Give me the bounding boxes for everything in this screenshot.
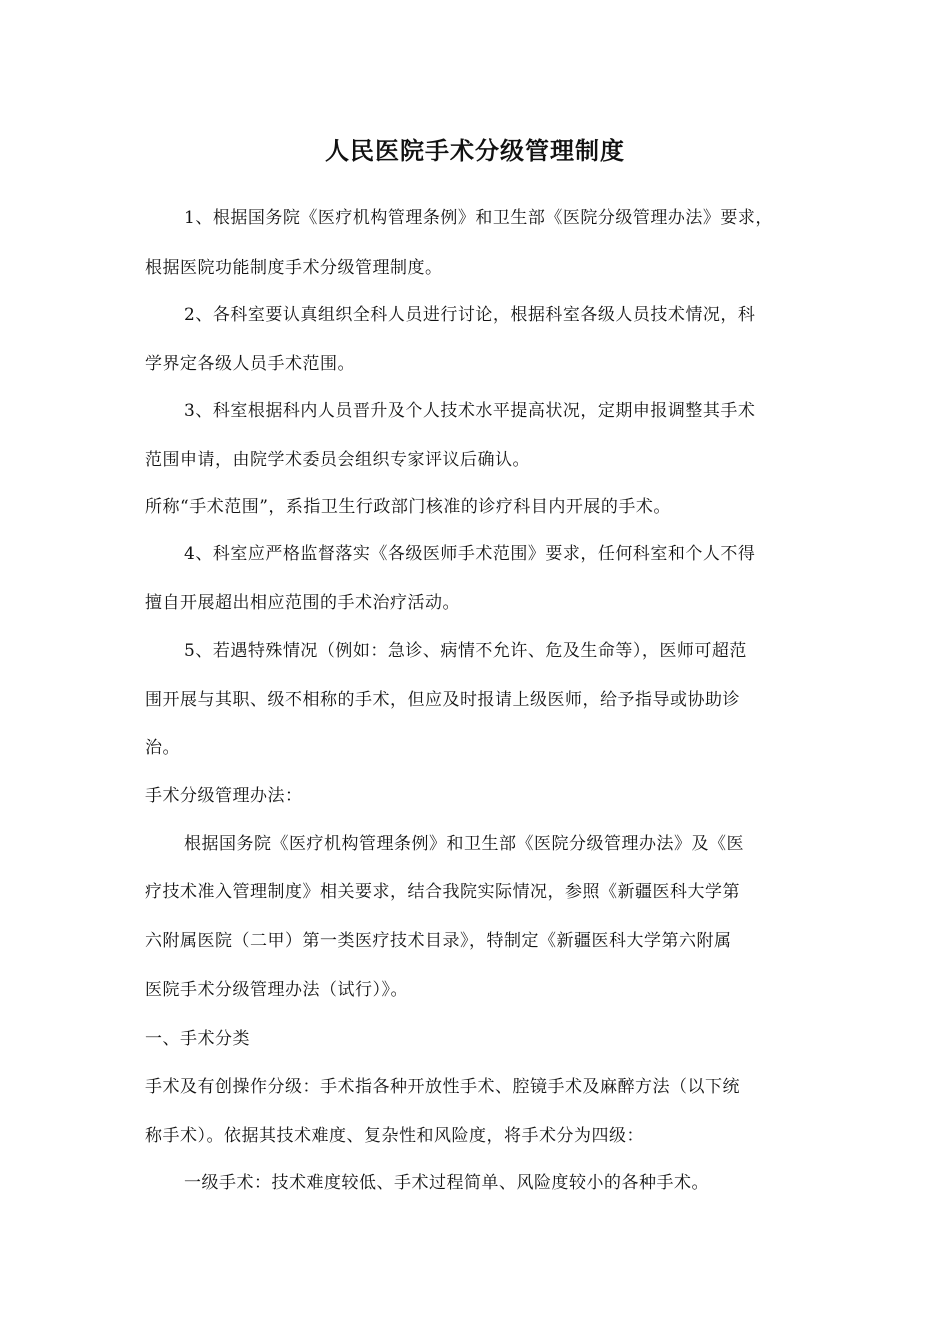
paragraph-line: 3、科室根据科内人员晋升及个人技术水平提高状况，定期申报调整其手术 [184, 401, 756, 421]
paragraph-line: 手术及有创操作分级：手术指各种开放性手术、腔镜手术及麻醉方法（以下统 [145, 1077, 740, 1097]
paragraph-line: 治。 [145, 738, 180, 758]
paragraph-line: 称手术）。依据其技术难度、复杂性和风险度，将手术分为四级： [145, 1126, 644, 1146]
paragraph-line: 5、若遇特殊情况（例如：急诊、病情不允许、危及生命等），医师可超范 [184, 641, 747, 661]
paragraph-line: 根据医院功能制度手术分级管理制度。 [145, 258, 443, 278]
paragraph-line: 学界定各级人员手术范围。 [145, 354, 355, 374]
paragraph-line: 1、根据国务院《医疗机构管理条例》和卫生部《医院分级管理办法》要求， [184, 208, 773, 228]
paragraph-line: 2、各科室要认真组织全科人员进行讨论，根据科室各级人员技术情况，科 [184, 305, 756, 325]
section-heading: 手术分级管理办法： [145, 786, 303, 806]
paragraph-line: 六附属医院（二甲）第一类医疗技术目录》，特制定《新疆医科大学第六附属 [145, 931, 732, 951]
paragraph-line: 4、科室应严格监督落实《各级医师手术范围》要求，任何科室和个人不得 [184, 544, 756, 564]
section-heading: 一、手术分类 [145, 1029, 250, 1049]
paragraph-line: 一级手术：技术难度较低、手术过程简单、风险度较小的各种手术。 [184, 1173, 709, 1193]
paragraph-line: 疗技术准入管理制度》相关要求，结合我院实际情况，参照《新疆医科大学第 [145, 882, 740, 902]
paragraph-line: 擅自开展超出相应范围的手术治疗活动。 [145, 593, 460, 613]
document-title: 人民医院手术分级管理制度 [325, 137, 625, 165]
paragraph-line: 所称“手术范围”，系指卫生行政部门核准的诊疗科目内开展的手术。 [145, 497, 671, 517]
paragraph-line: 医院手术分级管理办法（试行）》。 [145, 980, 408, 1000]
paragraph-line: 范围申请，由院学术委员会组织专家评议后确认。 [145, 450, 530, 470]
paragraph-line: 根据国务院《医疗机构管理条例》和卫生部《医院分级管理办法》及《医 [184, 834, 744, 854]
paragraph-line: 围开展与其职、级不相称的手术，但应及时报请上级医师，给予指导或协助诊 [145, 690, 740, 710]
